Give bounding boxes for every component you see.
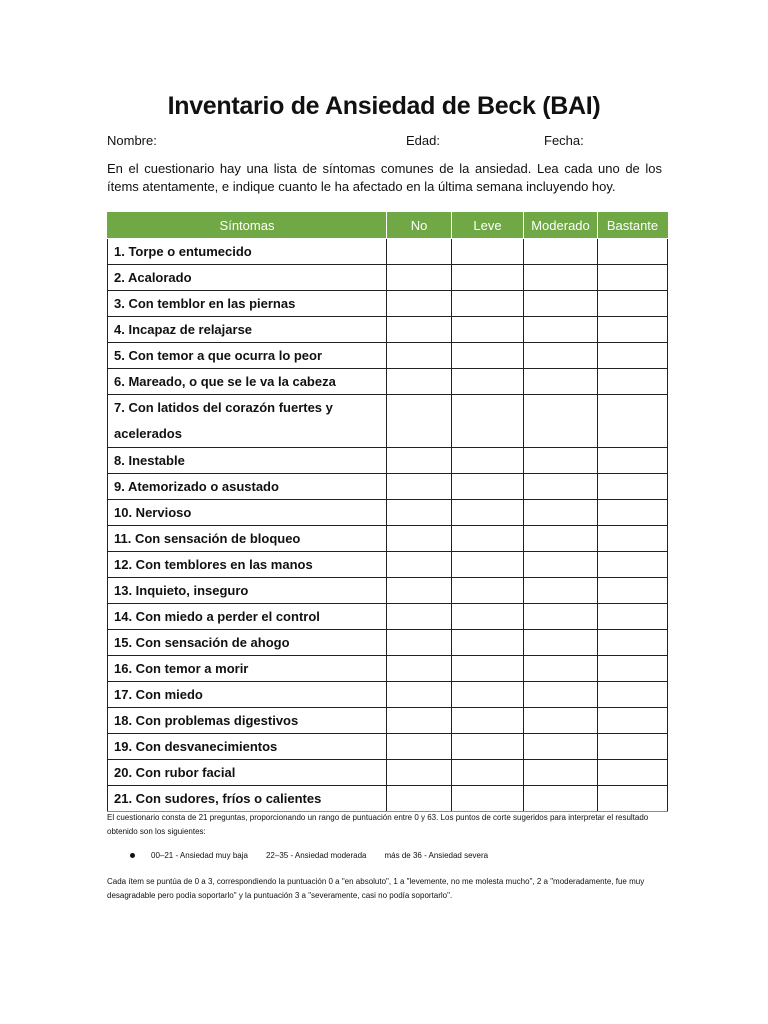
answer-cell-moderado[interactable] [524, 786, 598, 812]
table-row [108, 682, 668, 708]
answer-cell-bastante[interactable] [598, 578, 668, 604]
answer-cell-leve[interactable] [452, 526, 524, 552]
symptom-label: 8. Inestable [108, 448, 387, 474]
symptom-label: 11. Con sensación de bloqueo [108, 526, 387, 552]
answer-cell-no[interactable] [387, 291, 452, 317]
answer-cell-bastante[interactable] [598, 526, 668, 552]
answer-cell-leve[interactable] [452, 317, 524, 343]
symptom-label: 21. Con sudores, fríos o calientes [108, 786, 387, 812]
answer-cell-no[interactable] [387, 734, 452, 760]
answer-cell-no[interactable] [387, 474, 452, 500]
answer-cell-no[interactable] [387, 578, 452, 604]
answer-cell-leve[interactable] [452, 760, 524, 786]
symptom-label: 4. Incapaz de relajarse [108, 317, 387, 343]
symptom-label: 1. Torpe o entumecido [108, 239, 387, 265]
table-row [108, 552, 668, 578]
symptom-label: 18. Con problemas digestivos [108, 708, 387, 734]
table-row [108, 630, 668, 656]
answer-cell-moderado[interactable] [524, 760, 598, 786]
instructions: En el cuestionario hay una lista de síntomas comunes de la ansiedad. Lea cada uno de los ítems atentamente, e indique cuanto le ha afectado en la última semana incluyendo hoy. [107, 161, 662, 194]
symptom-label: 12. Con temblores en las manos [108, 552, 387, 578]
name-label: Nombre: [107, 133, 157, 148]
answer-cell-bastante[interactable] [598, 265, 668, 291]
header-leve: Leve [452, 213, 524, 239]
answer-cell-moderado[interactable] [524, 265, 598, 291]
answer-cell-no[interactable] [387, 239, 452, 265]
table-row [108, 265, 668, 291]
answer-cell-bastante[interactable] [598, 239, 668, 265]
answer-cell-bastante[interactable] [598, 760, 668, 786]
symptom-label: 15. Con sensación de ahogo [108, 630, 387, 656]
table-header-row [108, 213, 668, 239]
scoring-explanation: Cada ítem se puntúa de 0 a 3, correspondiendo la puntuación 0 a "en absoluto", 1 a "levemente, no me molesta mucho", 2 a "moderadamente, fue muy desagradable pero podía soportarlo" y la puntuación 3 a "severamente, casi no podía soportarlo". [107, 877, 645, 900]
symptom-label: 14. Con miedo a perder el control [108, 604, 387, 630]
table-row [108, 604, 668, 630]
answer-cell-bastante[interactable] [598, 552, 668, 578]
table-row [108, 656, 668, 682]
answer-cell-no[interactable] [387, 369, 452, 395]
answer-cell-moderado[interactable] [524, 604, 598, 630]
symptom-label: 5. Con temor a que ocurra lo peor [108, 343, 387, 369]
answer-cell-bastante[interactable] [598, 291, 668, 317]
table-row [108, 786, 668, 812]
answer-cell-moderado[interactable] [524, 708, 598, 734]
answer-cell-leve[interactable] [452, 708, 524, 734]
table-row [108, 474, 668, 500]
symptom-label: 9. Atemorizado o asustado [108, 474, 387, 500]
table-row [108, 526, 668, 552]
table-row [108, 734, 668, 760]
answer-cell-leve[interactable] [452, 604, 524, 630]
answer-cell-moderado[interactable] [524, 734, 598, 760]
answer-cell-moderado[interactable] [524, 526, 598, 552]
answer-cell-leve[interactable] [452, 630, 524, 656]
answer-cell-moderado[interactable] [524, 578, 598, 604]
answer-cell-leve[interactable] [452, 265, 524, 291]
answer-cell-leve[interactable] [452, 239, 524, 265]
table-row [108, 239, 668, 265]
answer-cell-no[interactable] [387, 786, 452, 812]
header-moderado: Moderado [524, 213, 598, 239]
table-row [108, 369, 668, 395]
answer-cell-moderado[interactable] [524, 500, 598, 526]
header-symptoms: Síntomas [108, 213, 387, 239]
table-row [108, 343, 668, 369]
answer-cell-bastante[interactable] [598, 448, 668, 474]
symptom-label: 13. Inquieto, inseguro [108, 578, 387, 604]
answer-cell-moderado[interactable] [524, 474, 598, 500]
answer-cell-no[interactable] [387, 526, 452, 552]
range-low: 00–21 - Ansiedad muy baja [151, 851, 248, 860]
answer-cell-leve[interactable] [452, 369, 524, 395]
range-moderate: 22–35 - Ansiedad moderada [265, 851, 367, 860]
symptom-label: 6. Mareado, o que se le va la cabeza [108, 369, 387, 395]
answer-cell-no[interactable] [387, 343, 452, 369]
answer-cell-bastante[interactable] [598, 317, 668, 343]
answer-cell-bastante[interactable] [598, 656, 668, 682]
symptom-label: 10. Nervioso [108, 500, 387, 526]
answer-cell-leve[interactable] [452, 682, 524, 708]
symptom-label: 19. Con desvanecimientos [108, 734, 387, 760]
answer-cell-moderado[interactable] [524, 448, 598, 474]
table-row [108, 708, 668, 734]
header-bastante: Bastante [598, 213, 668, 239]
answer-cell-bastante[interactable] [598, 604, 668, 630]
table-row [108, 760, 668, 786]
answer-cell-leve[interactable] [452, 786, 524, 812]
answer-cell-no[interactable] [387, 630, 452, 656]
answer-cell-moderado[interactable] [524, 343, 598, 369]
answer-cell-no[interactable] [387, 656, 452, 682]
answer-cell-moderado[interactable] [524, 317, 598, 343]
answer-cell-bastante[interactable] [598, 682, 668, 708]
answer-cell-no[interactable] [387, 760, 452, 786]
bullet-icon [130, 853, 135, 858]
answer-cell-moderado[interactable] [524, 369, 598, 395]
answer-cell-leve[interactable] [452, 578, 524, 604]
symptom-label: 20. Con rubor facial [108, 760, 387, 786]
answer-cell-bastante[interactable] [598, 343, 668, 369]
answer-cell-no[interactable] [387, 604, 452, 630]
date-label: Fecha: [544, 133, 584, 148]
answer-cell-moderado[interactable] [524, 656, 598, 682]
answer-cell-moderado[interactable] [524, 291, 598, 317]
symptom-label: 17. Con miedo [108, 682, 387, 708]
answer-cell-leve[interactable] [452, 656, 524, 682]
symptom-label: 3. Con temblor en las piernas [108, 291, 387, 317]
answer-cell-leve[interactable] [452, 448, 524, 474]
answer-cell-moderado[interactable] [524, 630, 598, 656]
answer-cell-moderado[interactable] [524, 682, 598, 708]
range-severe: más de 36 - Ansiedad severa [384, 851, 489, 860]
answer-cell-no[interactable] [387, 500, 452, 526]
answer-cell-moderado[interactable] [524, 239, 598, 265]
answer-cell-no[interactable] [387, 448, 452, 474]
table-row [108, 291, 668, 317]
answer-cell-bastante[interactable] [598, 630, 668, 656]
age-label: Edad: [406, 133, 440, 148]
answer-cell-bastante[interactable] [598, 734, 668, 760]
answer-cell-leve[interactable] [452, 552, 524, 578]
header-no: No [387, 213, 452, 239]
page-title: Inventario de Ansiedad de Beck (BAI) [167, 92, 601, 120]
answer-cell-no[interactable] [387, 708, 452, 734]
answer-cell-bastante[interactable] [598, 395, 668, 448]
symptom-label: 2. Acalorado [108, 265, 387, 291]
answer-cell-bastante[interactable] [598, 369, 668, 395]
answer-cell-leve[interactable] [452, 474, 524, 500]
cutoff-list [130, 851, 506, 860]
answer-cell-leve[interactable] [452, 734, 524, 760]
answer-cell-leve[interactable] [452, 395, 524, 448]
table-row [108, 578, 668, 604]
scoring-summary: El cuestionario consta de 21 preguntas, proporcionando un rango de puntuación entre 0 y 63. Los puntos de corte sugeridos para interpretar el resultado obtenido son los siguientes: [107, 813, 649, 836]
answer-cell-leve[interactable] [452, 291, 524, 317]
answer-cell-leve[interactable] [452, 500, 524, 526]
answer-cell-leve[interactable] [452, 343, 524, 369]
table-row [108, 448, 668, 474]
answer-cell-bastante[interactable] [598, 474, 668, 500]
symptom-label: 16. Con temor a morir [108, 656, 387, 682]
answer-cell-no[interactable] [387, 265, 452, 291]
table-row [108, 317, 668, 343]
answer-cell-moderado[interactable] [524, 395, 598, 448]
table-row [108, 500, 668, 526]
answer-cell-moderado[interactable] [524, 552, 598, 578]
answer-cell-no[interactable] [387, 317, 452, 343]
answer-cell-bastante[interactable] [598, 786, 668, 812]
answer-cell-bastante[interactable] [598, 500, 668, 526]
symptom-label: 7. Con latidos del corazón fuertes y acelerados [108, 395, 387, 448]
answer-cell-no[interactable] [387, 682, 452, 708]
answer-cell-bastante[interactable] [598, 708, 668, 734]
table-row [108, 395, 668, 448]
answer-cell-no[interactable] [387, 395, 452, 448]
answer-cell-no[interactable] [387, 552, 452, 578]
symptom-table [107, 212, 668, 812]
